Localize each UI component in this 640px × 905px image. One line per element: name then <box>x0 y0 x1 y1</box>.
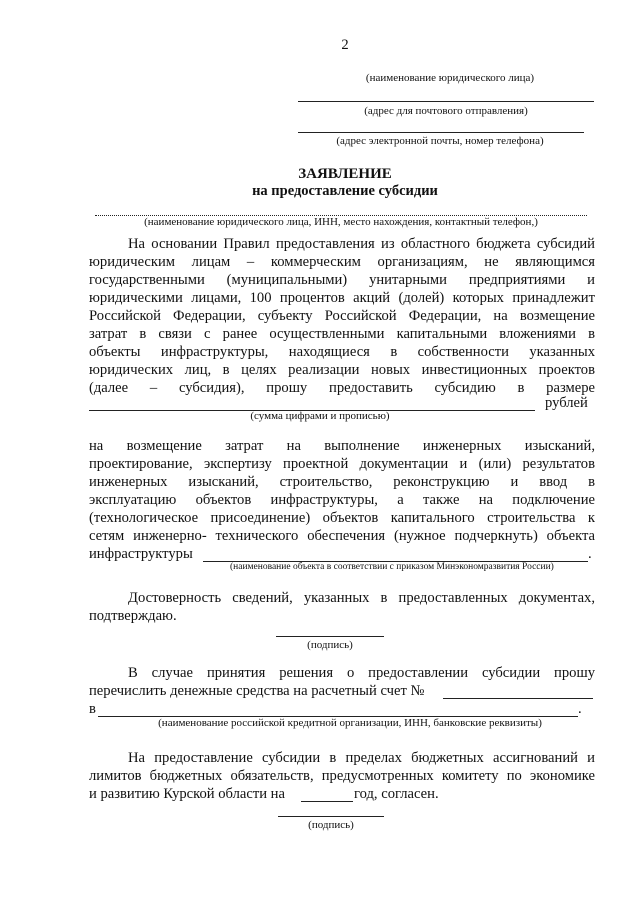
para3-line: подтверждаю. <box>89 608 177 624</box>
object-line-period: . <box>588 546 592 562</box>
para5-line: год, согласен. <box>354 786 439 802</box>
para1-line: (далее – субсидия), прошу предоставить субсидию в размере <box>89 380 595 396</box>
email-phone-line[interactable] <box>298 132 584 133</box>
document-subtitle: на предоставление субсидии <box>252 183 438 199</box>
para4-line: перечислить денежные средства на расчетный счет № <box>89 683 425 699</box>
para1-line: Российской Федерации, субъекту Российской Федерации, на возмещение <box>89 308 595 324</box>
document-title: ЗАЯВЛЕНИЕ <box>298 166 392 182</box>
signature-line[interactable] <box>276 636 384 637</box>
para2-line: сетям инженерно- технического обеспечения (нужное подчеркнуть) объекта <box>89 528 595 544</box>
signature-caption: (подпись) <box>307 639 353 651</box>
para1-line: затрат в связи с ранее осуществленными капитальными вложениями в <box>89 326 595 342</box>
year-line[interactable] <box>301 801 353 802</box>
amount-caption: (сумма цифрами и прописью) <box>250 410 390 422</box>
para1-line: На основании Правил предоставления из областного бюджета субсидий <box>128 236 595 252</box>
bank-line-period: . <box>578 701 582 717</box>
para1-line: юридическим лицам – коммерческим организациям, не являющимся <box>89 254 595 270</box>
signature-caption: (подпись) <box>308 819 354 831</box>
para1-line: юридическими лицами, 100 процентов акций (долей) которых принадлежит <box>89 290 595 306</box>
para5-line: лимитов бюджетных обязательств, предусмотренных комитету по экономике <box>89 768 595 784</box>
postal-address-caption: (адрес для почтового отправления) <box>364 105 528 117</box>
para1-line: объекты инфраструктуры, находящиеся в собственности указанных <box>89 344 595 360</box>
para2-last-prefix: инфраструктуры <box>89 546 193 562</box>
para4-line: В случае принятия решения о предоставлении субсидии прошу <box>128 665 595 681</box>
para5-line: На предоставление субсидии в пределах бюджетных ассигнований и <box>128 750 595 766</box>
org-name-caption: (наименование юридического лица) <box>365 72 535 84</box>
para3-line: Достоверность сведений, указанных в предоставленных документах, <box>128 590 595 606</box>
bank-caption: (наименование российской кредитной организации, ИНН, банковские реквизиты) <box>158 717 542 729</box>
applicant-caption: (наименование юридического лица, ИНН, место нахождения, контактный телефон,) <box>144 216 538 228</box>
currency-label: рублей <box>545 395 588 411</box>
object-caption: (наименование объекта в соответствии с приказом Минэкономразвития России) <box>230 562 554 572</box>
account-number-line[interactable] <box>443 698 593 699</box>
postal-address-line[interactable] <box>298 101 594 102</box>
para2-line: проектирование, экспертизу проектной документации и (или) результатов <box>89 456 595 472</box>
para2-line: эксплуатацию объектов инфраструктуры, а также на подключение <box>89 492 595 508</box>
para1-line: юридических лиц, в целях реализации новых инвестиционных проектов <box>89 362 595 378</box>
para2-line: инженерных изысканий, строительство, реконструкцию и ввод в <box>89 474 595 490</box>
signature-line[interactable] <box>278 816 384 817</box>
email-phone-caption: (адрес электронной почты, номер телефона) <box>336 135 544 147</box>
page-number: 2 <box>341 37 349 53</box>
para1-line: государственными (муниципальными) унитарными предприятиями и <box>89 272 595 288</box>
para4-line: в <box>89 701 96 717</box>
para2-line: (технологическое присоединение) объектов капитального строительства к <box>89 510 595 526</box>
para2-line: на возмещение затрат на выполнение инженерных изысканий, <box>89 438 595 454</box>
para5-line: и развитию Курской области на <box>89 786 285 802</box>
